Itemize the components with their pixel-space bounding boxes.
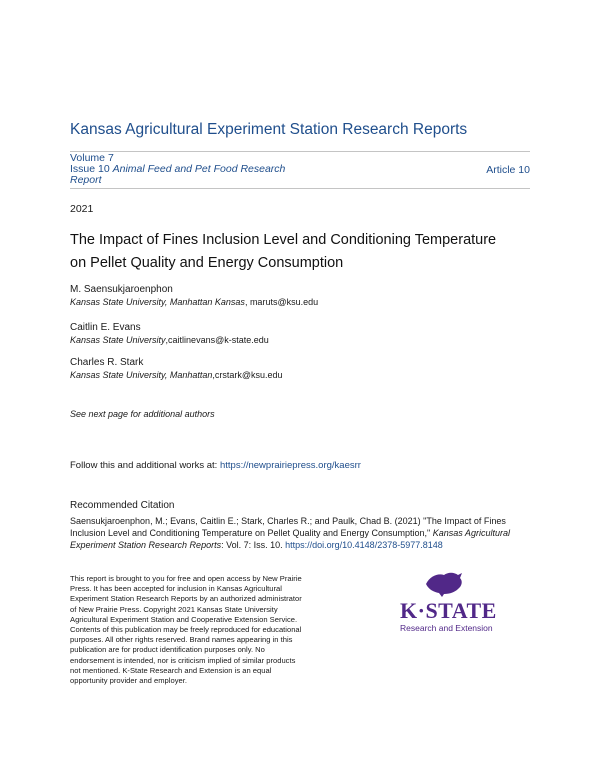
issue-link[interactable] (70, 164, 300, 186)
kstate-wordmark: K·STATE (400, 598, 497, 623)
author-affiliation-line (70, 296, 318, 309)
citation-volume: : Vol. 7: Iss. 10. (221, 540, 286, 550)
access-notice: This report is brought to you for free and open access by New Prairie Press. It has been accepted for inclusion in Kansas Agricultural Experiment Station Research Reports by an authorized administrator of New Prairie Press. Copyright 2021 Kansas State University Agricultural Experiment Station and Cooperative Extension Service. Contents of this publication may be freely reproduced for educational purposes. All other rights reserved. Brand names appearing in this publication are for product identification purposes only. No endorsement is intended, nor is criticism implied of similar products not mentioned. K-State Research and Extension is an equal opportunity provider and employer. (70, 574, 302, 686)
article-link[interactable]: Article 10 (486, 164, 530, 176)
author-block (70, 356, 283, 382)
kstate-logo (400, 570, 497, 633)
follow-text: Follow this and additional works at: (70, 460, 220, 471)
author-email: ,caitlinevans@k-state.edu (165, 335, 269, 345)
repository-link[interactable]: https://newprairiepress.org/kaesrr (219, 460, 361, 471)
author-block (70, 283, 318, 309)
wildcat-icon (424, 570, 464, 598)
author-email: , maruts@ksu.edu (244, 297, 319, 307)
publication-year: 2021 (70, 203, 94, 215)
author-affiliation-line (70, 369, 283, 382)
citation-journal: Kansas Agricultural Experiment Station Research Reports (70, 528, 510, 550)
follow-line (70, 460, 361, 471)
doi-link[interactable]: https://doi.org/10.4148/2378-5977.8148 (285, 540, 443, 550)
article-title: The Impact of Fines Inclusion Level and Conditioning Temperature on Pellet Quality and Energy Consumption (70, 232, 497, 271)
author-name: M. Saensukjaroenphon (70, 284, 173, 295)
see-next-page-note: See next page for additional authors (70, 409, 215, 419)
recommended-citation-body (70, 515, 532, 551)
recommended-citation-heading: Recommended Citation (70, 500, 175, 511)
header-rule-bottom (70, 188, 530, 189)
journal-title[interactable]: Kansas Agricultural Experiment Station Research Reports (70, 121, 468, 138)
author-affiliation-line (70, 334, 269, 347)
author-name: Caitlin E. Evans (70, 322, 141, 333)
author-name: Charles R. Stark (70, 357, 144, 368)
author-affiliation: Kansas State University, Manhattan (70, 370, 213, 380)
issue-prefix: Issue 10 (70, 163, 110, 175)
kstate-subtitle: Research and Extension (400, 623, 493, 633)
author-email: ,crstark@ksu.edu (212, 370, 283, 380)
citation-text: Saensukjaroenphon, M.; Evans, Caitlin E.; Stark, Charles R.; and Paulk, Chad B. (2021) "The Impact of Fines Inclusion Level and Conditioning Temperature on Pellet Quality and Energy Consumption," (70, 516, 506, 538)
volume-issue-block (70, 153, 300, 186)
author-affiliation: Kansas State University (70, 335, 166, 345)
issue-title: Animal Feed and Pet Food Research Report (70, 163, 286, 186)
author-block (70, 321, 269, 347)
header-rule-top (70, 151, 530, 152)
author-affiliation: Kansas State University, Manhattan Kansas (70, 297, 245, 307)
volume-link[interactable]: Volume 7 (70, 152, 114, 164)
